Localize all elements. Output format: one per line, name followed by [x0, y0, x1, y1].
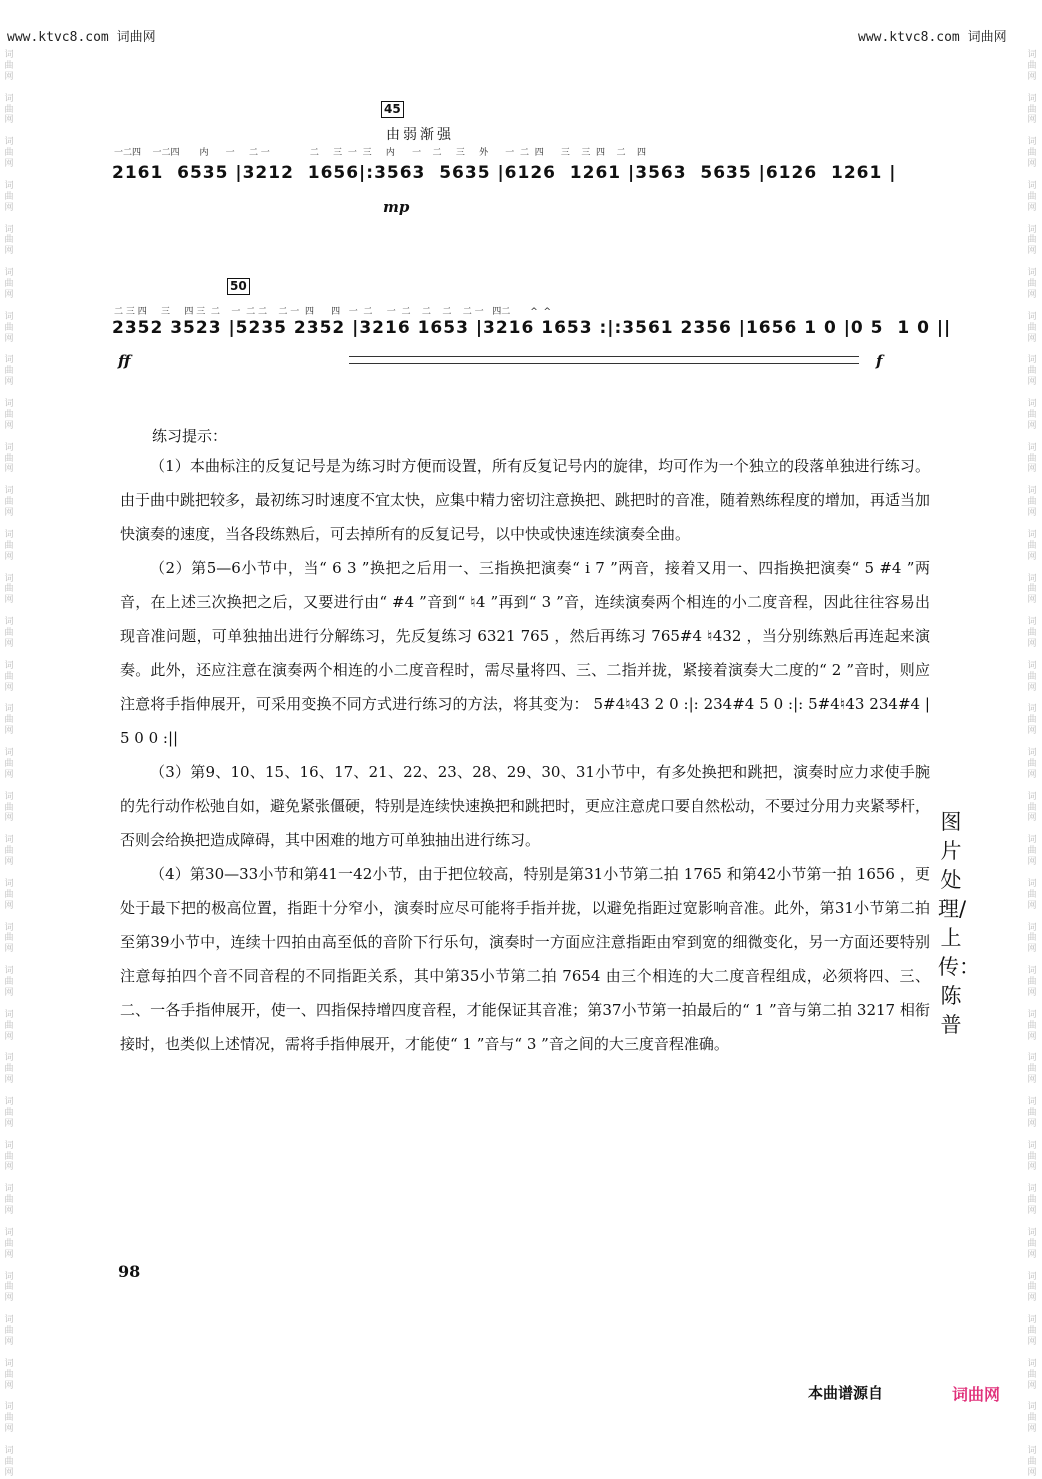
note-paragraph-3: （3）第9、10、15、16、17、21、22、23、28、29、30、31小节中，有多处换把和跳把，演奏时应力求使手腕的先行动作松弛自如，避免紧张僵硬，特别是连续快速换把和跳把时，更应注意虎口要自然松动，不要过分用力夹紧琴杆，否则会给换把造成障碍，其中困难的地方可单独抽出进行练习。 [120, 763, 931, 849]
notes-title: 练习提示： [152, 427, 228, 445]
note-paragraph-4: （4）第30—33小节和第41一42小节，由于把位较高，特别是第31小节第二拍 1765 和第42小节第一拍 1656 ，更处于最下把的极高位置，指距十分窄小，演奏时应尽可能将手指并拢，以避免指距过宽影响音准。此外，第31小节第二拍至第39小节中，连续十四拍由高至低的音阶下行乐句，演奏时一方面应注意指距由窄到宽的细微变化，另一方面还要特别注意每拍四个音不同音程的不同指距关系，其中第35小节第二拍 7654 由三个相连的大二度音程组成，必须将四、三、二、一各手指伸展开，使一、四指保持增四度音程，才能保证其音准；第37小节第一拍最后的“ 1 ”音与第二拍 3217 相衔接时，也类似上述情况，需将手指伸展开，才能使“ 1 ”音与“ 3 ”音之间的大三度音程准确。 [120, 865, 930, 1053]
site-watermark-left: www.ktvc8.com 词曲网 [7, 30, 156, 45]
score-line-1: 2161 6535 |3212 1656|:3563 5635 |6126 1261 |3563 5635 |6126 1261 | [112, 163, 897, 183]
note-paragraph-2: （2）第5—6小节中，当“ 6 3 ”换把之后用一、三指换把演奏“ i 7 ”两音，接着又用一、四指换把演奏“ 5 #4 ”两音，在上述三次换把之后，又要进行由“ #4 ”音到“ ♮4 ”再到“ 3 ”音，连续演奏两个相连的小二度音程，因此往往容易出现音准问题，可单独抽出进行分解练习，先反复练习 6321 765 ，然后再练习 765#4 ♮432 ，当分别练熟后再连起来演奏。此外，还应注意在演奏两个相连的小二度音程时，需尽量将四、三、二指并拢，紧接着演奏大二度的“ 2 ”音时，则应注意将手指伸展开，可采用变换不同方式进行练习的方法，将其变为： 5#4♮43 2 0 :|: 234#4 5 0 :|: 5#4♮43 234#4 | 5 0 0 :|| [120, 559, 930, 747]
vertical-credit: 图片处理/上传：陈普 [938, 810, 980, 1037]
expression-marking: 由弱渐强 [386, 127, 454, 143]
dynamic-mp: mp [383, 198, 410, 216]
footer-brand-link[interactable]: 词曲网 [952, 1385, 1001, 1404]
site-watermark-right: www.ktvc8.com 词曲网 [858, 30, 1007, 45]
bar-number-45: 45 [381, 101, 404, 118]
side-watermark-right: 词 曲 网 词 曲 网 词 曲 网 词 曲 网 词 曲 网 词 曲 网 词 曲 网 词 曲 网 词 曲 网 词 曲 网 词 曲 网 词 曲 网 词 曲 网 词 曲 网 词 曲 网 词 曲 网 词 曲 网 词 曲 网 词 曲 网 词 曲 网 词 曲 网 词 曲 网 词 曲 网 词 曲 网 词 曲 网 词 曲 网 词 曲 网 词 曲 网 词 曲 网 词 曲 网 词 曲 网 词 曲 网 词 曲 网 [1027, 50, 1037, 1478]
slur-mark [604, 363, 859, 368]
note-paragraph-1: （1）本曲标注的反复记号是为练习时方便而设置，所有反复记号内的旋律，均可作为一个独立的段落单独进行练习。由于曲中跳把较多，最初练习时速度不宜太快，应集中精力密切注意换把、跳把时的音准，随着熟练程度的增加，再适当加快演奏的速度，当各段练熟后，可去掉所有的反复记号，以中快或快速连续演奏全曲。 [120, 457, 931, 543]
page-number: 98 [118, 1262, 141, 1281]
score-line-2: 2352 3523 |5235 2352 |3216 1653 |3216 1653 :|:3561 2356 |1656 1 0 |0 5 1 0 || [112, 318, 952, 338]
fingering-line-2: 二 三 四 三 四 三 二 一 二 二 二 一 四 四 一 二 一 二 二 二 二 一 四二 ^ ^ [114, 307, 552, 317]
fingering-line-1: 一二四 一二四 内 一 二 一 二 三 一 三 内 一 二 三 外 一 二 四 三 三 四 二 四 [114, 148, 646, 158]
slur-mark [349, 356, 604, 361]
footer-source-label: 本曲谱源自 [808, 1384, 884, 1402]
slur-mark [604, 356, 859, 361]
side-watermark-left: 词 曲 网 词 曲 网 词 曲 网 词 曲 网 词 曲 网 词 曲 网 词 曲 网 词 曲 网 词 曲 网 词 曲 网 词 曲 网 词 曲 网 词 曲 网 词 曲 网 词 曲 网 词 曲 网 词 曲 网 词 曲 网 词 曲 网 词 曲 网 词 曲 网 词 曲 网 词 曲 网 词 曲 网 词 曲 网 词 曲 网 词 曲 网 词 曲 网 词 曲 网 词 曲 网 词 曲 网 词 曲 网 词 曲 网 [4, 50, 14, 1478]
bar-number-50: 50 [227, 278, 250, 295]
slur-mark [349, 363, 604, 368]
notes-body [120, 449, 930, 1061]
dynamic-ff: ff [118, 352, 131, 370]
dynamic-f: f [876, 352, 883, 370]
